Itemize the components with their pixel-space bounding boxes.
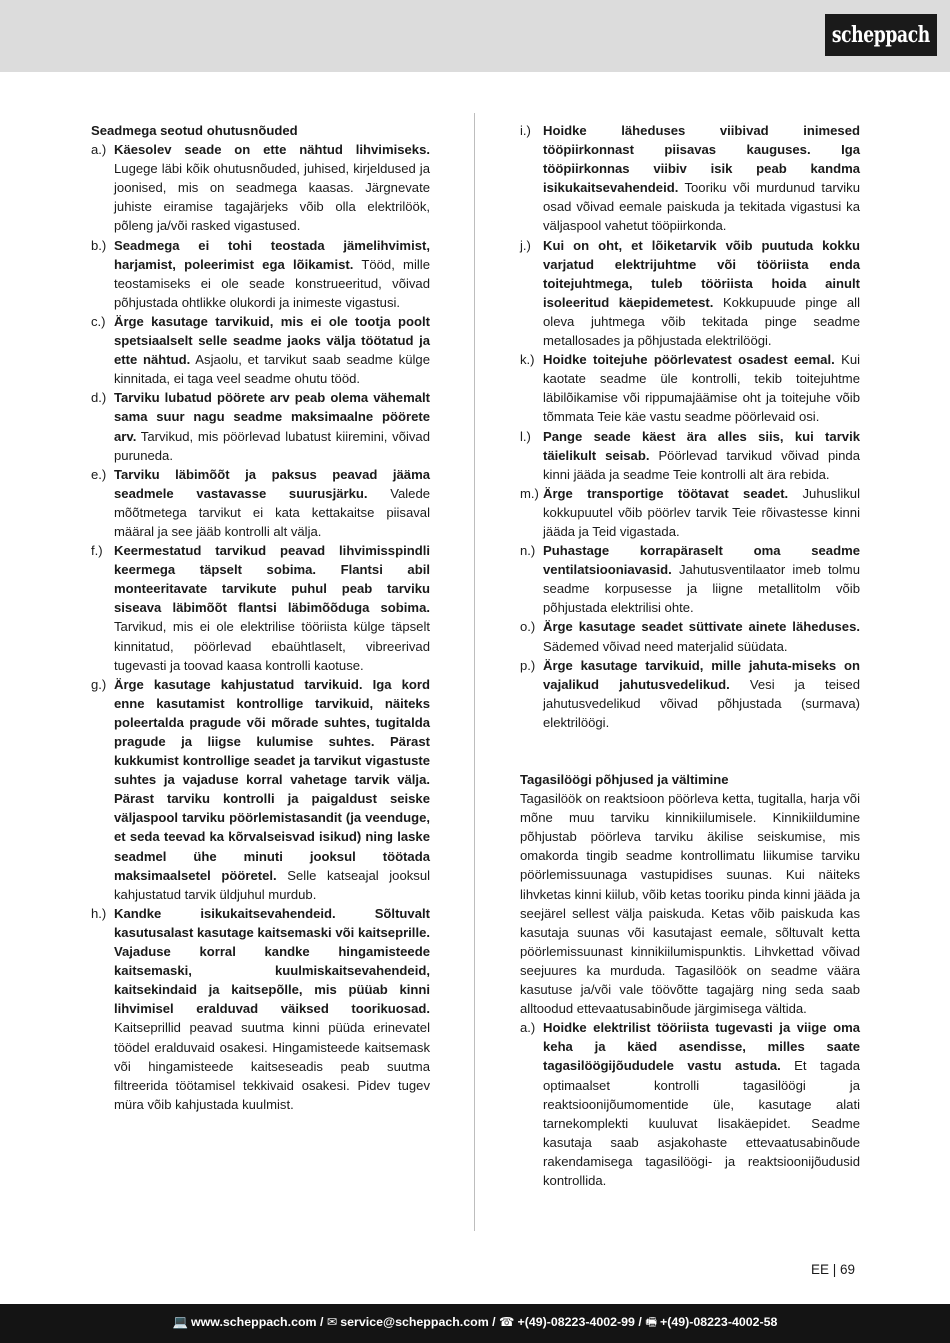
item-marker: k.) bbox=[520, 352, 535, 368]
item-bold-text: Tarviku lubatud pöörete arv peab olema vähemalt sama suur nagu seadme maksimaalne pöörete arv. bbox=[114, 390, 430, 444]
item-normal-text: Kaitseprillid peavad suutma kinni püüda erinevatel töödel eralduvaid osakesi. Hingamisteede kaitsemask või hingamisteede kaitseseadis peab suutma filtreerida töötamisel tekkivaid osakesi. Pidev tugev müra võib kahjustada kuulmist. bbox=[114, 1020, 430, 1112]
item-bold-text: Kui on oht, et lõiketarvik võib puutuda kokku varjatud elektrijuhtme või tööriista enda toitejuhtmega, tuleb tööriista hoida ainult isoleeritud käepidemetest. bbox=[543, 237, 860, 310]
right-item-list bbox=[520, 121, 860, 732]
list-item bbox=[91, 312, 430, 388]
fax-icon: 🖷 bbox=[645, 1315, 657, 1329]
item-normal-text: Tarvikud, mis pöörlevad lubatust kiiremini, võivad puruneda. bbox=[114, 428, 430, 463]
item-marker: b.) bbox=[91, 237, 107, 253]
item-normal-text: Asjaolu, et tarvikut saab seadme külge kinnitada, ei taga veel seadme ohutu tööd. bbox=[114, 352, 430, 387]
left-item-list bbox=[91, 140, 430, 1114]
kickback-paragraph: Tagasilöök on reaktsioon pöörleva ketta, tugitalla, harja või mõne muu tarviku kinnikiilumisele. Kinnikiildumine põhjustab pöörleva tarviku äkilise seiskumise, mis omakorda tingib seadme kontrollimatu liikumise tarviku pöörlemissuunaga vastupidises suunas. Kui näiteks lihvketas kinni kiilub, võib ketas tooriku pinda kinni jääda ja seejärel sellest välja paiskuda. Ketas võib paiskuda kas kasutaja suunas või kasutajast eemale, sõltuvalt ketta pöörlemissuunast kinnikiilumispunktis. Lihvkettad võivad seejuures ka murduda. Tagasilöök on seadme väära kasutuse ja/või vale töövõtte tagajärg ning seda saab alltoodud ettevaatusabinõude järgimisega vältida. bbox=[520, 791, 860, 1017]
item-marker: m.) bbox=[520, 485, 539, 501]
item-normal-text: Et tagada optimaalset kontrolli tagasilöögi ja reaktsioonijõumomentide üle, kasutage alati tarnekomplekti kuuluvat lisakäepidet. Seadme kasutaja saab asjakohaste ettevaatusabinõude rakendamisega tagasilöögi- ja reaktsioonijõudusid kontrollida. bbox=[543, 1058, 860, 1188]
item-text bbox=[114, 236, 430, 312]
item-marker: f.) bbox=[91, 543, 103, 559]
phone-icon: ☎ bbox=[499, 1315, 515, 1329]
page-footer bbox=[0, 1304, 950, 1343]
spacer bbox=[520, 751, 860, 770]
list-item bbox=[91, 140, 430, 235]
list-item bbox=[91, 388, 430, 464]
item-text bbox=[114, 465, 430, 541]
right-column bbox=[520, 121, 860, 1190]
list-item bbox=[520, 484, 860, 541]
item-normal-text: Selle katseajal jooksul kahjustatud tarvik üldjuhul murdub. bbox=[114, 867, 431, 902]
footer-contact bbox=[173, 1313, 778, 1334]
footer-fax: +(49)-08223-4002-58 bbox=[659, 1315, 778, 1329]
item-bold-text: Ärge kasutage tarvikuid, mis ei ole tootja poolt spetsiaalselt selle seadme jaoks välja töötatud ja ette nähtud. bbox=[114, 313, 430, 368]
list-item bbox=[520, 236, 860, 351]
logo-text: scheppach bbox=[831, 22, 931, 48]
item-normal-text: Lugege läbi kõik ohutusnõuded, juhised, kirjeldused ja joonised, mis on seadmega kaasas. Järgnevate juhiste eiramise tagajärjeks võib olla elektrilöök, põleng ja/või rasked vigastused. bbox=[114, 161, 430, 234]
item-normal-text: Juhuslikul kokkupuutel võib pöörlev tarvik Teie rõivastesse kinni jääda ja Teid vigastada. bbox=[543, 485, 860, 539]
item-bold-text: Ärge transportige töötavat seadet. bbox=[543, 485, 789, 501]
item-text bbox=[543, 121, 860, 236]
item-marker: h.) bbox=[91, 905, 107, 921]
item-text bbox=[543, 1018, 860, 1190]
item-bold-text: Tarviku läbimõõt ja paksus peavad jääma seadmele vastavasse suurusjärku. bbox=[114, 466, 430, 501]
item-text bbox=[543, 656, 860, 732]
item-bold-text: Käesolev seade on ette nähtud lihvimiseks. bbox=[114, 142, 430, 158]
page-header bbox=[0, 0, 950, 72]
page-number: EE | 69 bbox=[811, 1262, 856, 1277]
item-bold-text: Ärge kasutage seadet süttivate ainete läheduses. bbox=[543, 619, 860, 635]
item-text bbox=[543, 541, 860, 617]
item-marker: d.) bbox=[91, 390, 107, 406]
item-normal-text: Kokkupuude pinge all oleva juhtmega võib tekitada pinge seadme metallosades ja põhjustada elektrilöögi. bbox=[543, 294, 860, 349]
item-text bbox=[114, 541, 430, 675]
footer-phone: +(49)-08223-4002-99 bbox=[517, 1315, 635, 1329]
item-text bbox=[114, 140, 430, 235]
item-text bbox=[543, 427, 860, 484]
list-item bbox=[91, 904, 430, 1114]
list-item bbox=[520, 427, 860, 484]
item-bold-text: Kandke isikukaitsevahendeid. Sõltuvalt kasutusalast kasutage kaitsemaski või kaitseprille. Vajaduse korral kandke hingamisteede kaitsemaski, kuulmiskaitsevahendeid, kaitsekindaid ja kaitsepõlle, mis püüab kinni lihvimisel eralduvad väiksed toorikuosad. bbox=[114, 905, 430, 1017]
item-normal-text: Pöörlevad tarvikud võivad pinda kinni jääda ja seadme Teie kontrolli alt ära rebida. bbox=[543, 447, 860, 482]
item-marker: g.) bbox=[91, 676, 107, 692]
item-bold-text: Hoidke läheduses viibivad inimesed tööpiirkonnast piisavas kauguses. Iga tööpiirkonnas viibiv isik peab kandma isikukaitsevahendeid. bbox=[543, 123, 860, 196]
kickback-item-list bbox=[520, 1018, 860, 1190]
item-text bbox=[114, 388, 430, 464]
item-text bbox=[543, 484, 860, 541]
item-text bbox=[543, 236, 860, 351]
item-bold-text: Seadmega ei tohi teostada jämelihvimist, harjamist, poleerimist ega lõikamist. bbox=[114, 237, 430, 272]
item-normal-text: Jahutusventilaator imeb tolmu seadme korpusesse ja liigne metallitolm võib põhjustada elektrilisi ohte. bbox=[543, 562, 860, 616]
item-bold-text: Keermestatud tarvikud peavad lihvimisspindli keermega täpselt sobima. Flantsi abil monteeritavate tarvikute puhul peab tarviku siseava läbimõõt flantsi läbimõõduga sobima. bbox=[114, 543, 430, 616]
item-normal-text: Kui kaotate seadme üle kontrolli, tekib toitejuhtme läbilõikamise või rippumajäämise oht ja toitejuhe võib tõmmata Teie käe vastu seadme pöörlevaid osi. bbox=[543, 352, 861, 425]
item-normal-text: Valede mõõtmetega tarvikut ei kata kettakaitse piisaval määral ja see jääb kontrolli alt välja. bbox=[114, 485, 431, 539]
item-normal-text: Vesi ja teised jahutusvedelikud võivad põhjustada (surmava) elektrilöögi. bbox=[543, 676, 861, 730]
mail-icon: ✉ bbox=[326, 1315, 338, 1329]
item-normal-text: Tööd, mille teostamiseks ei ole seade konstrueeritud, võivad põhjustada ohtlikke olukordi ja inimeste vigastusi. bbox=[114, 256, 430, 310]
left-column bbox=[91, 121, 430, 1114]
list-item bbox=[520, 121, 860, 236]
item-normal-text: Tooriku või murdunud tarviku osad võivad eemale paiskuda ja tekitada vigastusi ka väljaspool vahetut tööpiirkonda. bbox=[543, 180, 860, 234]
item-marker: a.) bbox=[91, 142, 107, 158]
item-marker: a.) bbox=[520, 1020, 536, 1036]
footer-website[interactable]: www.scheppach.com bbox=[191, 1315, 317, 1329]
section-heading: Seadmega seotud ohutusnõuded bbox=[91, 123, 298, 138]
item-marker: i.) bbox=[520, 123, 531, 138]
item-text bbox=[543, 350, 860, 426]
item-marker: o.) bbox=[520, 619, 536, 635]
list-item bbox=[520, 541, 860, 617]
item-bold-text: Ärge kasutage tarvikuid, mille jahuta-miseks on vajalikud jahutusvedelikud. bbox=[543, 657, 860, 692]
column-divider bbox=[474, 113, 475, 1231]
kickback-heading: Tagasilöögi põhjused ja vältimine bbox=[520, 772, 729, 787]
item-marker: e.) bbox=[91, 466, 107, 482]
computer-icon: 💻 bbox=[172, 1315, 188, 1329]
item-text bbox=[114, 312, 430, 388]
item-normal-text: Tarvikud, mis ei ole elektrilise tööriista külge täpselt kinnitatud, pöörlevad ebaühtlaselt, vibreerivad tugevasti ja toovad kaasa kontrolli kaotuse. bbox=[114, 619, 430, 673]
item-marker: j.) bbox=[520, 237, 531, 253]
item-marker: p.) bbox=[520, 657, 536, 673]
list-item bbox=[91, 236, 430, 312]
list-item bbox=[520, 656, 860, 732]
spacer bbox=[520, 732, 860, 751]
item-bold-text: Hoidke toitejuhe pöörlevatest osadest eemal. bbox=[543, 352, 835, 368]
item-text bbox=[114, 675, 430, 904]
footer-separator: / bbox=[634, 1315, 646, 1329]
list-item bbox=[91, 465, 430, 541]
list-item bbox=[520, 350, 860, 426]
scheppach-logo bbox=[825, 14, 937, 56]
item-normal-text: Sädemed võivad need materjalid süüdata. bbox=[543, 638, 788, 654]
item-text bbox=[543, 617, 860, 655]
item-marker: l.) bbox=[520, 428, 531, 444]
item-marker: c.) bbox=[91, 313, 106, 329]
footer-email[interactable]: service@scheppach.com bbox=[340, 1315, 489, 1329]
list-item bbox=[520, 617, 860, 655]
item-bold-text: Hoidke elektrilist tööriista tugevasti ja viige oma keha ja käed asendisse, milles saate tagasilöögijõududele vastu astuda. bbox=[543, 1020, 860, 1074]
list-item bbox=[91, 675, 430, 904]
footer-separator: / bbox=[488, 1315, 500, 1329]
item-marker: n.) bbox=[520, 543, 536, 559]
list-item bbox=[520, 1018, 860, 1190]
item-bold-text: Puhastage korrapäraselt oma seadme ventilatsiooniavasid. bbox=[543, 543, 860, 578]
list-item bbox=[91, 541, 430, 675]
item-bold-text: Ärge kasutage kahjustatud tarvikuid. Iga kord enne kasutamist kontrollige tarvikuid, näiteks poleertalda pragude või mõrade suhtes, tugitalda pragude ja liigse kulumise suhtes. Pärast kukkumist kontrollige seadet ja tarvikut vigastuste suhtes ja vajaduse korral vahetage tarvik välja. Pärast tarviku kontrolli ja paigaldust seiske väljaspool tarviku pöörlemistasandit (ja veenduge, et seda teevad ka kõrvalseisvad isikud) ning laske seadmel ühe minuti jooksul töötada maksimaalsetel pööretel. bbox=[114, 676, 430, 883]
footer-separator: / bbox=[316, 1315, 327, 1329]
item-text bbox=[114, 904, 430, 1114]
item-bold-text: Pange seade käest ära alles siis, kui tarvik täielikult seisab. bbox=[543, 428, 860, 463]
